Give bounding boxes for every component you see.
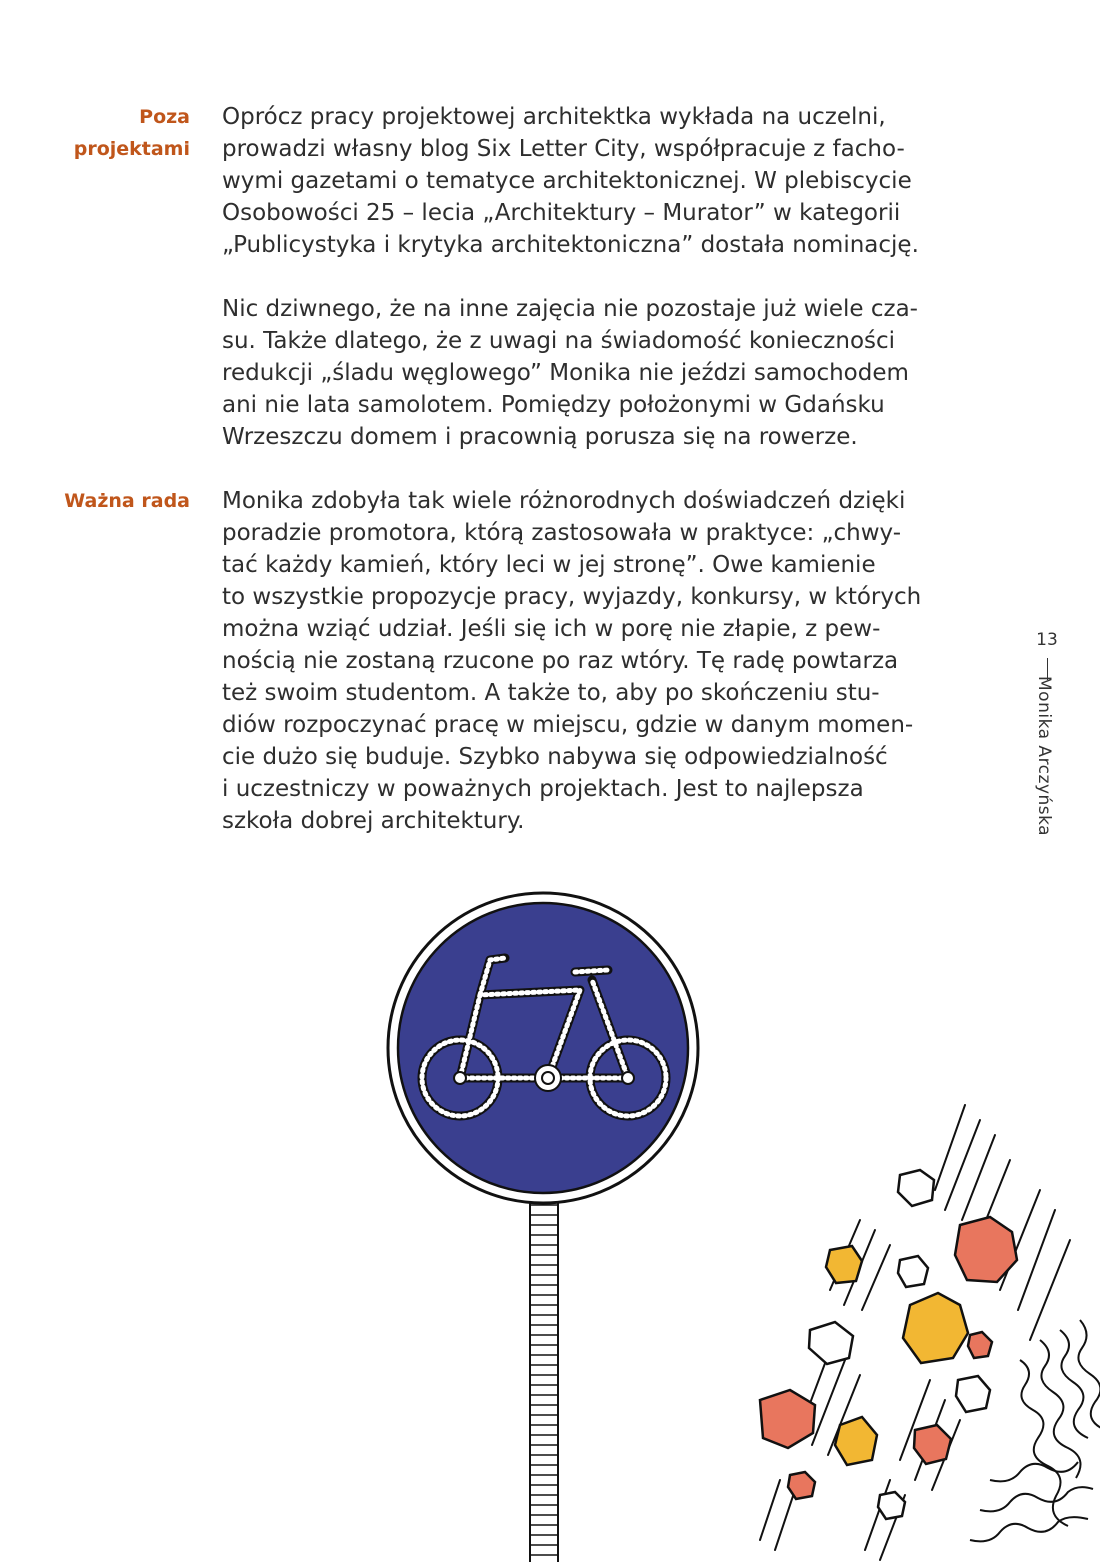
folio [1022, 626, 1072, 680]
bicycle-road-sign-icon [380, 880, 710, 1562]
paragraph: Oprócz pracy projektowej architektka wykłada na uczelni, prowadzi własny blog Six Letter City, współpracuje z facho- wymi gazetami o tematyce architektonicznej. W plebiscycie Osobowości 25 – lecia „Architektury – Murator” w kategorii „Publicystyka i krytyka architektoniczna” dostała nominację. [222, 104, 919, 258]
paragraph: Monika zdobyła tak wiele różnorodnych doświadczeń dzięki poradzie promotora, którą zastosowała w praktyce: „chwy- tać każdy kamień, który leci w jej stronę”. Owe kamienie to wszystkie propozycje pracy, wyjazdy, konkursy, w których można wziąć udział. Jeśli się ich w porę nie złapie, z pew- nością nie zostaną rzucone po raz wtóry. Tę radę powtarza też swoim studentom. A także to, aby po skończeniu stu- diów rozpoczynać pracę w miejscu, gdzie w danym momen- cie dużo się buduje. Szybko nabywa się odpowiedzialność i uczestniczy w poważnych projektach. Jest to najlepsza szkoła dobrej architektury. [222, 488, 922, 834]
flying-stones-icon [740, 1100, 1100, 1562]
paragraph: Nic dziwnego, że na inne zajęcia nie pozostaje już wiele cza- su. Także dlatego, że z uwagi na świadomość konieczności redukcji „śladu węglowego” Monika nie jeździ samochodem ani nie lata samolotem. Pomiędzy położonymi w Gdańsku Wrzeszczu domem i pracownią porusza się na rowerze. [222, 296, 918, 450]
running-head: Monika Arczyńska [1034, 676, 1054, 837]
page-number: 13 [1036, 630, 1058, 650]
section-label: Ważna rada [64, 490, 190, 512]
section-label: Poza projektami [73, 106, 190, 160]
